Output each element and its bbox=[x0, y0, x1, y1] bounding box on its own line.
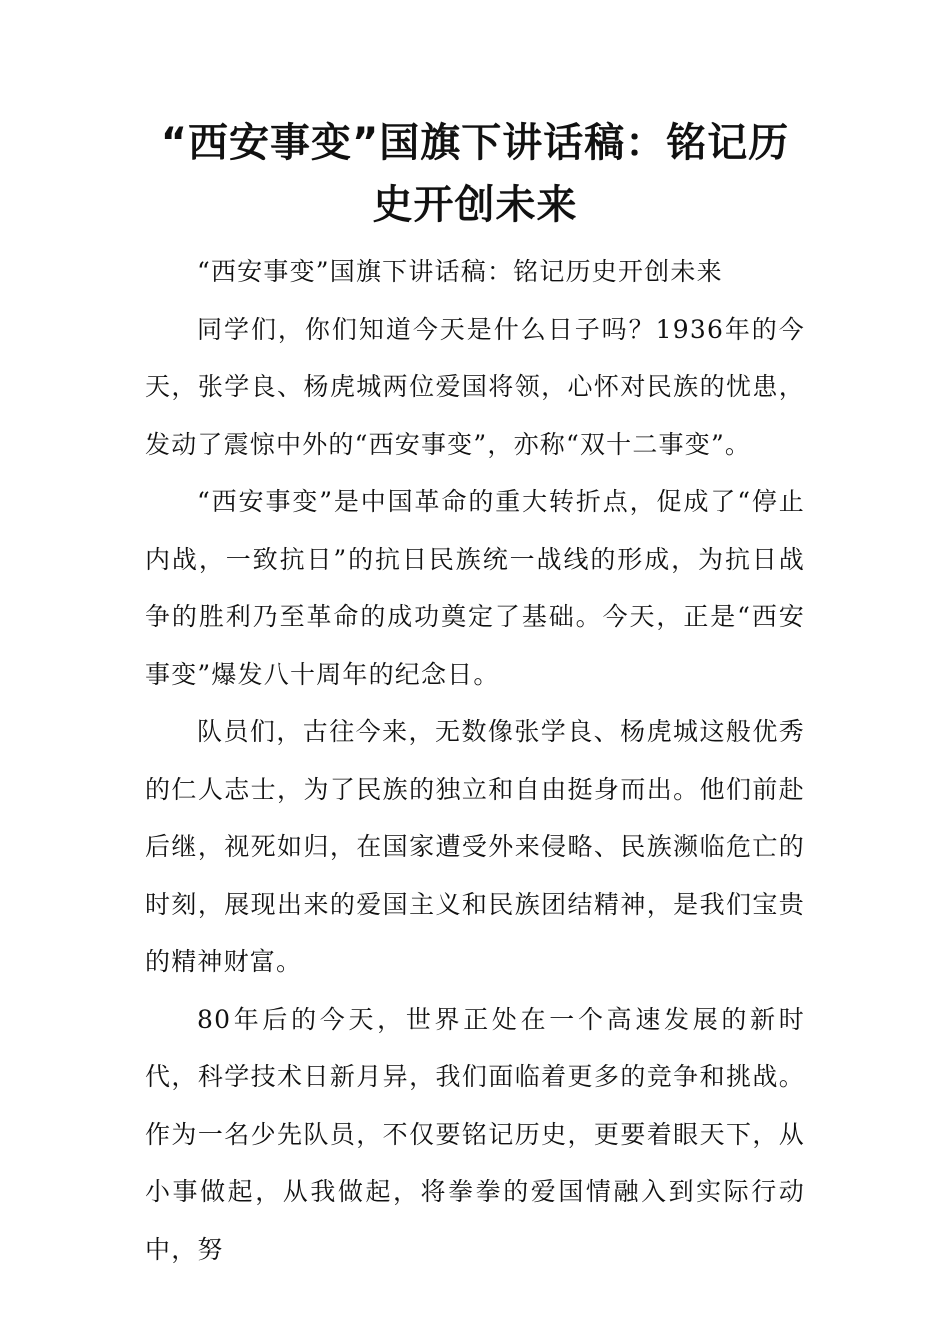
body-paragraph: 队员们，古往今来，无数像张学良、杨虎城这般优秀的仁人志士，为了民族的独立和自由挺身而出。他们前赴后继，视死如归，在国家遭受外来侵略、民族濒临危亡的时刻，展现出来的爱国主义和民族团结精神，是我们宝贵的精神财富。 bbox=[145, 717, 805, 976]
body-paragraph: 80年后的今天，世界正处在一个高速发展的新时代，科学技术日新月异，我们面临着更多的竞争和挑战。作为一名少先队员，不仅要铭记历史，更要着眼天下，从小事做起，从我做起，将拳拳的爱国情融入到实际行动中，努 bbox=[145, 1004, 805, 1264]
body-paragraph: “西安事变”国旗下讲话稿：铭记历史开创未来 bbox=[197, 257, 723, 286]
body-paragraph: “西安事变”是中国革命的重大转折点，促成了“停止内战，一致抗日”的抗日民族统一战线的形成，为抗日战争的胜利乃至革命的成功奠定了基础。今天，正是“西安事变”爆发八十周年的纪念日。 bbox=[145, 487, 805, 689]
document-title: “西安事变”国旗下讲话稿：铭记历史开创未来 bbox=[160, 120, 790, 228]
body-paragraph: 同学们，你们知道今天是什么日子吗？1936年的今天，张学良、杨虎城两位爱国将领，心怀对民族的忧患，发动了震惊中外的“西安事变”，亦称“双十二事变”。 bbox=[145, 314, 805, 459]
document-body bbox=[145, 243, 805, 1278]
